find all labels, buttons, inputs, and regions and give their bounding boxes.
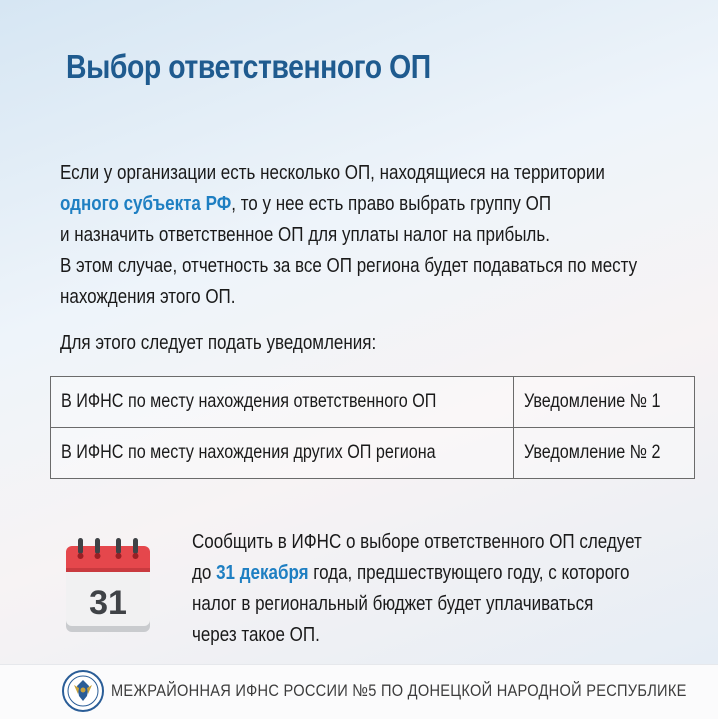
- deadline-line: через такое ОП.: [192, 624, 320, 646]
- page-title: Выбор ответственного ОП: [66, 48, 431, 85]
- intro-line: В этом случае, отчетность за все ОП региона будет подаваться по месту: [60, 255, 638, 277]
- region-highlight: одного субъекта РФ: [60, 193, 232, 215]
- table-cell-what: Уведомление № 1: [513, 377, 695, 428]
- fns-emblem-icon: [62, 670, 104, 712]
- deadline-line: налог в региональный бюджет будет уплачиваться: [192, 593, 594, 615]
- table-cell-where: В ИФНС по месту нахождения ответственного ОП: [51, 377, 514, 428]
- deadline-line: Сообщить в ИФНС о выборе ответственного ОП следует: [192, 531, 642, 553]
- notifications-table: [50, 376, 695, 479]
- table-row: [51, 428, 695, 479]
- table-row: [51, 377, 695, 428]
- calendar-icon: [64, 538, 152, 634]
- deadline-line: до 31 декабря года, предшествующего году, с которого: [192, 562, 630, 584]
- intro-line: [60, 189, 672, 220]
- deadline-date-highlight: 31 декабря: [216, 562, 309, 584]
- deadline-paragraph: [192, 527, 668, 651]
- footer-text: МЕЖРАЙОННАЯ ИФНС РОССИИ №5 ПО ДОНЕЦКОЙ НАРОДНОЙ РЕСПУБЛИКЕ: [111, 681, 687, 700]
- calendar-day: 31: [89, 584, 127, 622]
- table-cell-what: Уведомление № 2: [513, 428, 695, 479]
- intro-paragraph: [60, 158, 672, 313]
- notifications-subheading: Для этого следует подать уведомления:: [60, 332, 377, 354]
- intro-line: и назначить ответственное ОП для уплаты налог на прибыль.: [60, 224, 550, 246]
- intro-line-rest: , то у нее есть право выбрать группу ОП: [231, 193, 552, 215]
- intro-line: Если у организации есть несколько ОП, находящиеся на территории: [60, 162, 605, 184]
- intro-line: нахождения этого ОП.: [60, 286, 236, 308]
- table-cell-where: В ИФНС по месту нахождения других ОП региона: [51, 428, 514, 479]
